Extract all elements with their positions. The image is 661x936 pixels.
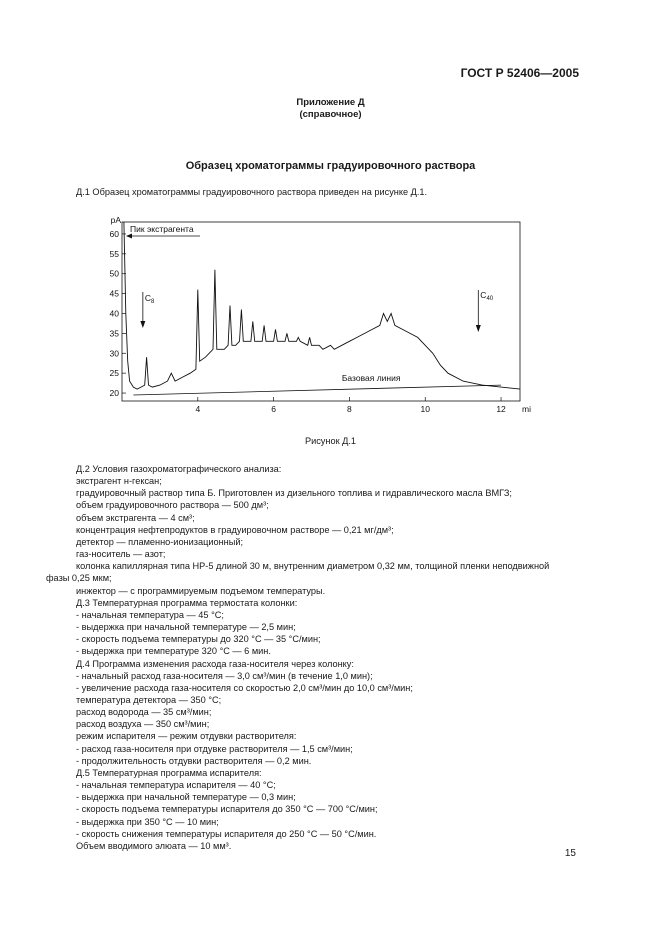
plot-frame xyxy=(122,222,520,401)
condition-line: экстрагент н-гексан; xyxy=(76,476,162,487)
x-tick-label: 4 xyxy=(195,404,201,414)
extragent-peak-label: Пик экстрагента xyxy=(130,224,194,234)
y-tick-label: 20 xyxy=(109,388,119,399)
y-tick-label: 40 xyxy=(109,308,119,319)
condition-line: - начальный расход газа-носителя — 3,0 см³/мин (в течение 1,0 мин); xyxy=(76,670,373,681)
y-unit-label: pA xyxy=(110,215,121,225)
chromatogram-figure xyxy=(90,212,540,432)
x-tick-label: 8 xyxy=(347,404,352,414)
y-tick-label: 60 xyxy=(109,228,119,239)
y-tick-label: 35 xyxy=(109,328,119,339)
condition-line: - скорость снижения температуры испарителя до 250 °С — 50 °С/мин. xyxy=(76,828,377,839)
condition-line: градуировочный раствор типа Б. Приготовлен из дизельного топлива и гидравлического масла ВМГЗ; xyxy=(76,488,512,499)
chromatogram-plot xyxy=(110,215,532,414)
condition-line: - расход газа-носителя при отдувке растворителя — 1,5 см³/мин; xyxy=(76,743,353,754)
condition-line: - скорость подъема температуры испарителя до 350 °С — 700 °С/мин; xyxy=(76,804,378,815)
condition-line: расход воздуха — 350 см³/мин; xyxy=(76,719,210,730)
condition-line: - продолжительность отдувки растворителя — 0,2 мин. xyxy=(76,755,312,766)
condition-line: - выдержка при температуре 320 °С — 6 мин. xyxy=(76,646,271,657)
figure-caption: Рисунок Д.1 xyxy=(304,436,357,446)
x-unit-label: mi xyxy=(522,404,531,414)
c40-arrow-head xyxy=(476,325,481,332)
analysis-conditions xyxy=(46,463,586,852)
baseline-line xyxy=(133,385,501,395)
y-tick-label: 50 xyxy=(109,268,119,279)
y-tick-label: 25 xyxy=(109,368,119,379)
condition-line: объем градуировочного раствора — 500 дм³; xyxy=(76,500,269,511)
condition-line: - увеличение расхода газа-носителя со скоростью 2,0 см³/мин до 10,0 см³/мин; xyxy=(76,682,413,693)
condition-line: Объем вводимого элюата — 10 мм³. xyxy=(76,840,232,851)
c40-label: $C_{40}$ xyxy=(480,290,494,302)
intro-paragraph: Д.1 Образец хроматограммы градуировочного раствора приведен на рисунке Д.1. xyxy=(76,187,428,197)
y-tick-label: 55 xyxy=(109,248,119,259)
x-tick-label: 6 xyxy=(271,404,276,414)
c8-label: $C_8$ xyxy=(144,293,155,305)
condition-line: - начальная температура — 45 °С; xyxy=(76,609,224,620)
baseline-label: Базовая линия xyxy=(341,373,401,383)
x-tick-label: 10 xyxy=(420,404,430,414)
condition-line: детектор — пламенно-ионизационный; xyxy=(76,536,244,547)
condition-line: - выдержка при начальной температуре — 2,5 мин; xyxy=(76,622,296,633)
condition-line: объем экстрагента — 4 см³; xyxy=(76,512,195,523)
condition-line: режим испарителя — режим отдувки растворителя: xyxy=(76,731,297,742)
condition-line: газ-носитель — азот; xyxy=(76,549,166,560)
condition-line: Д.3 Температурная программа термостата колонки: xyxy=(76,597,298,608)
condition-line: Д.2 Условия газохроматографического анализа: xyxy=(76,464,282,474)
condition-line: температура детектора — 350 °С; xyxy=(76,694,222,705)
condition-line: концентрация нефтепродуктов в градуировочном растворе — 0,21 мг/дм³; xyxy=(76,524,394,535)
appendix-heading xyxy=(0,97,661,121)
condition-line: - выдержка при начальной температуре — 0,3 мин; xyxy=(76,792,296,803)
c8-subscript: 8 xyxy=(150,299,155,305)
condition-line: Д.5 Температурная программа испарителя: xyxy=(76,767,262,778)
condition-line: - выдержка при 350 °С — 10 мин; xyxy=(76,816,219,827)
extragent-arrow-head xyxy=(126,234,132,239)
condition-line: - скорость подъема температуры до 320 °С — 35 °С/мин; xyxy=(76,634,321,645)
page-number: 15 xyxy=(564,848,576,859)
chromatogram-trace xyxy=(124,222,520,389)
y-tick-label: 45 xyxy=(109,288,119,299)
condition-line: расход водорода — 35 см³/мин; xyxy=(76,707,212,718)
condition-line: колонка капиллярная типа HP-5 длиной 30 м, внутренним диаметром 0,32 мм, толщиной пленки неподвижной xyxy=(76,561,550,572)
section-title: Образец хроматограммы градуировочного раствора xyxy=(185,160,476,172)
standard-number: ГОСТ Р 52406—2005 xyxy=(460,66,579,80)
appendix-subtitle: (справочное) xyxy=(299,109,362,120)
appendix-title: Приложение Д xyxy=(296,97,365,108)
condition-line: фазы 0,25 мкм; xyxy=(46,573,112,584)
condition-line: Д.4 Программа изменения расхода газа-носителя через колонку: xyxy=(76,658,354,669)
c40-subscript: 40 xyxy=(486,296,494,302)
condition-line: инжектор — с программируемым подъемом температуры. xyxy=(76,585,326,596)
x-tick-label: 12 xyxy=(496,404,506,414)
condition-line: - начальная температура испарителя — 40 °С; xyxy=(76,780,276,791)
y-tick-label: 30 xyxy=(109,348,119,359)
c8-arrow-head xyxy=(140,321,145,328)
